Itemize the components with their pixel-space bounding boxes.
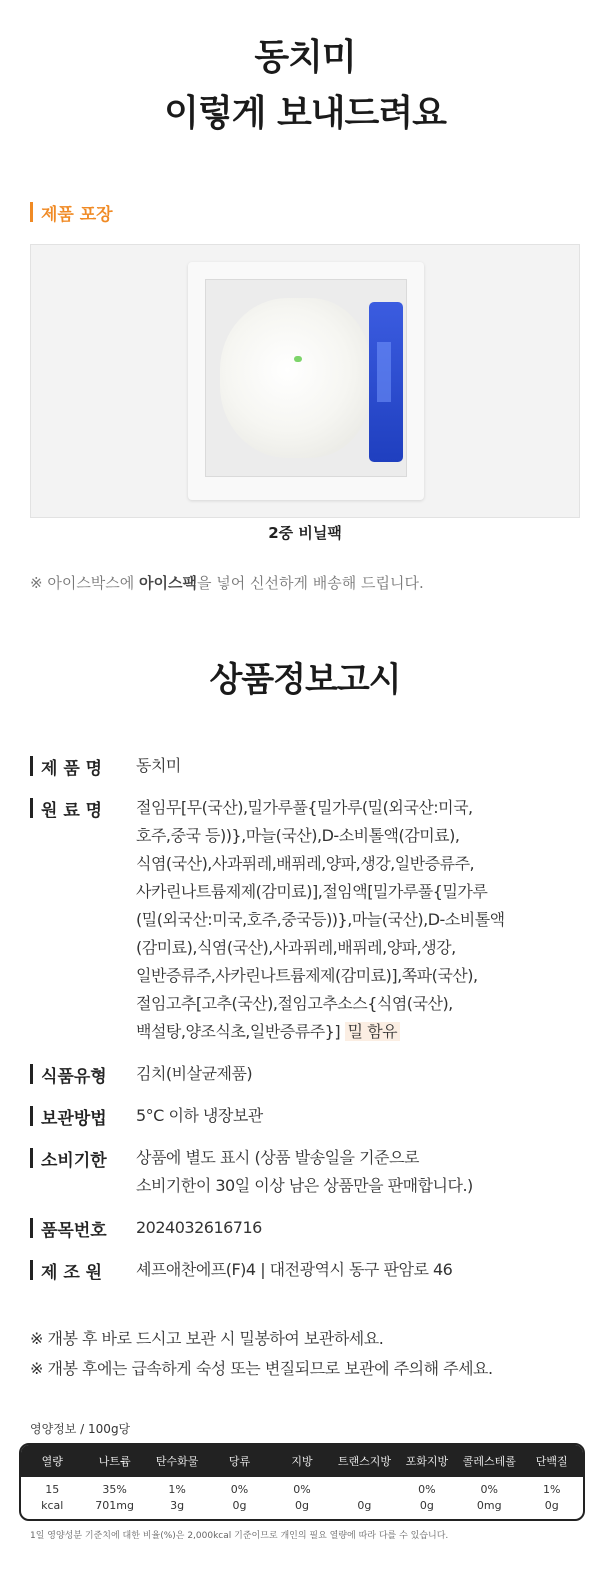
info-value: 2024032616716 — [136, 1218, 262, 1237]
notice-post: 을 넣어 신선하게 배송해 드립니다. — [197, 574, 424, 592]
nutrition-header: 지방 — [271, 1445, 333, 1477]
nutrition-header: 열량 — [21, 1445, 83, 1477]
ingredient-line: 호주,중국 등))},마늘(국산),D-소비톨액(감미료), — [136, 826, 460, 845]
nutrition-header: 단백질 — [521, 1445, 584, 1477]
ingredient-line: 절임고추[고추(국산),절임고추소스{식염(국산), — [136, 994, 453, 1013]
photo-caption: 2중 비닐팩 — [268, 524, 342, 542]
ingredient-line: (밀(외국산:미국,호주,중국등))},마늘(국산),D-소비톨액 — [136, 910, 505, 929]
info-key: 제 품 명 — [41, 758, 103, 779]
info-value: 동치미 — [136, 756, 181, 775]
section-label-bar — [30, 202, 33, 222]
notice-pre: ※ 아이스박스에 — [30, 574, 140, 592]
icebox-interior — [205, 279, 407, 477]
icebox-image — [188, 262, 424, 500]
allergen-badge: 밀 함유 — [345, 1022, 400, 1041]
nutrition-header: 당류 — [208, 1445, 270, 1477]
product-info-list — [30, 752, 590, 1298]
ingredient-line: 일반증류주,사카린나트륨제제(감미료)],쪽파(국산), — [136, 966, 478, 985]
nutrition-cell: 0% 0g — [230, 1483, 249, 1512]
nutrition-footnote: 1일 영양성분 기준치에 대한 비율(%)은 2,000kcal 기준이므로 개인의 필요 열량에 따라 다를 수 있습니다. — [30, 1531, 449, 1541]
info-row-ingredients — [30, 794, 590, 1046]
hero-title — [0, 30, 610, 142]
icepack-image — [369, 302, 403, 462]
packaging-section-label — [30, 200, 113, 224]
vinyl-bag-image — [220, 298, 370, 458]
nutrition-table — [19, 1443, 585, 1521]
info-value: 5°C 이하 냉장보관 — [136, 1106, 263, 1125]
warning-line: ※ 개봉 후 바로 드시고 보관 시 밀봉하여 보관하세요. — [30, 1329, 384, 1348]
nutrition-header: 나트륨 — [83, 1445, 145, 1477]
shipping-notice — [30, 572, 424, 593]
ingredient-line: 절임무[무(국산),밀가루풀{밀가루(밀(외국산:미국, — [136, 798, 473, 817]
bag-tie-mark — [294, 356, 302, 362]
info-row-item-number — [30, 1214, 590, 1242]
info-key: 소비기한 — [41, 1150, 107, 1171]
expiry-line: 소비기한이 30일 이상 남은 상품만을 판매합니다.) — [136, 1176, 473, 1195]
nutrition-cell: 1% 3g — [168, 1483, 186, 1512]
notice-bold: 아이스팩 — [139, 574, 198, 592]
nutrition-header-row — [21, 1445, 583, 1477]
ingredient-line: (감미료),식염(국산),사과퓌레,배퓌레,양파,생강, — [136, 938, 456, 957]
warnings — [30, 1324, 590, 1384]
info-row-maker — [30, 1256, 590, 1284]
info-key: 원 료 명 — [41, 800, 103, 821]
expiry-line: 상품에 별도 표시 (상품 발송일을 기준으로 — [136, 1148, 419, 1167]
hero-title-line1: 동치미 — [254, 37, 356, 78]
nutrition-header: 포화지방 — [396, 1445, 458, 1477]
ingredient-line — [136, 1018, 505, 1046]
ingredient-last-text: 백설탕,양조식초,일반증류주}] — [136, 1022, 341, 1041]
info-key: 품목번호 — [41, 1220, 107, 1241]
nutrition-cell: 15 kcal — [41, 1483, 64, 1512]
info-title: 상품정보고시 — [209, 660, 401, 700]
packaging-label-text: 제품 포장 — [41, 204, 113, 225]
info-key: 식품유형 — [41, 1066, 107, 1087]
nutrition-value-row — [21, 1477, 583, 1519]
nutrition-cell: 0% 0mg — [476, 1483, 502, 1512]
nutrition-cell: 0% 0g — [418, 1483, 436, 1512]
ingredient-line: 사카린나트륨제제(감미료)],절임액[밀가루풀{밀가루 — [136, 882, 488, 901]
info-value — [136, 794, 505, 1046]
nutrition-cell: 1% 0g — [543, 1483, 561, 1512]
info-value — [136, 1144, 473, 1200]
nutrition-header: 콜레스테롤 — [458, 1445, 520, 1477]
warning-line: ※ 개봉 후에는 급속하게 숙성 또는 변질되므로 보관에 주의해 주세요. — [30, 1359, 493, 1378]
nutrition-label: 영양정보 / 100g당 — [30, 1422, 131, 1436]
nutrition-cell: 0g — [357, 1499, 372, 1512]
hero-title-line2: 이렇게 보내드려요 — [164, 93, 446, 134]
ingredient-line: 식염(국산),사과퓌레,배퓌레,양파,생강,일반증류주, — [136, 854, 475, 873]
nutrition-header: 탄수화물 — [146, 1445, 208, 1477]
info-value: 셰프애찬에프(F)4 | 대전광역시 동구 판암로 46 — [136, 1260, 453, 1279]
info-row-storage — [30, 1102, 590, 1130]
info-row-name — [30, 752, 590, 780]
nutrition-header: 트랜스지방 — [333, 1445, 395, 1477]
info-row-type — [30, 1060, 590, 1088]
info-key: 제 조 원 — [41, 1262, 103, 1283]
packaging-photo — [30, 244, 580, 518]
nutrition-cell: 35% 701mg — [95, 1483, 134, 1512]
info-key: 보관방법 — [41, 1108, 107, 1129]
info-row-expiry — [30, 1144, 590, 1200]
info-value: 김치(비살균제품) — [136, 1064, 253, 1083]
nutrition-cell: 0% 0g — [293, 1483, 311, 1512]
